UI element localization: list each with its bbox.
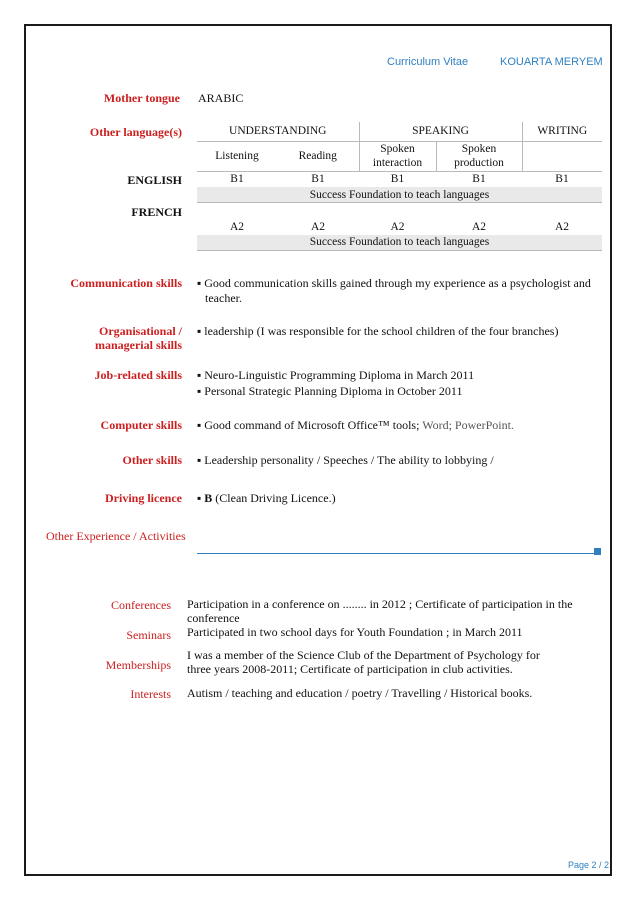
- computer-skills-description: Good command of Microsoft Office™ tools;: [204, 418, 423, 432]
- page-number: Page 2 / 2: [568, 860, 610, 870]
- memberships-label: Memberships: [105, 658, 171, 672]
- job-related-line-2: ▪ Personal Strategic Planning Diploma in October 2011: [197, 384, 462, 399]
- speaking-header: SPEAKING: [359, 122, 522, 141]
- writing-subheader: [522, 141, 602, 171]
- communication-skills-label: Communication skills: [70, 276, 182, 290]
- english-listening: B1: [197, 171, 277, 187]
- memberships-line-2: three years 2008-2011; Certificate of participation in club activities.: [187, 662, 513, 676]
- computer-skills-text: [197, 418, 514, 433]
- french-reading: A2: [310, 220, 326, 233]
- memberships-line-1: I was a member of the Science Club of the Department of Psychology for: [187, 648, 540, 662]
- french-listening: A2: [229, 220, 245, 233]
- french-language-label: FRENCH: [131, 205, 182, 219]
- writing-header: WRITING: [522, 122, 602, 141]
- interests-text: Autism / teaching and education / poetry / Travelling / Historical books.: [187, 686, 533, 700]
- doc-type: Curriculum Vitae: [387, 56, 469, 68]
- communication-skills-line-2: teacher.: [205, 291, 242, 305]
- managerial-label: managerial skills: [94, 338, 182, 352]
- conferences-line-2: conference: [187, 611, 240, 625]
- conferences-label: Conferences: [111, 598, 171, 612]
- organisational-skills-line: ▪ leadership (I was responsible for the school children of the four branches): [197, 324, 558, 339]
- other-skills-text: ▪ Leadership personality / Speeches / The ability to lobbying /: [197, 453, 494, 468]
- seminars-label: Seminars: [126, 628, 171, 642]
- driving-licence-description: (Clean Driving Licence.): [212, 491, 336, 505]
- spoken-production-subheader: Spoken production: [436, 141, 522, 171]
- other-skills-label: Other skills: [122, 453, 182, 467]
- communication-skills-line-1: ▪ Good communication skills gained through my experience as a psychologist and: [197, 276, 591, 291]
- job-related-line-1: ▪ Neuro-Linguistic Programming Diploma in March 2011: [197, 368, 474, 383]
- language-table: [197, 122, 602, 251]
- computer-skills-tools: Word; PowerPoint.: [422, 418, 514, 432]
- english-reading: B1: [277, 171, 359, 187]
- french-spoken-interaction: A2: [390, 220, 405, 233]
- section-divider-marker: [594, 548, 601, 555]
- seminars-text: Participated in two school days for Youth Foundation ; in March 2011: [187, 625, 523, 639]
- interests-label: Interests: [130, 687, 171, 701]
- french-certificate: Success Foundation to teach languages: [197, 235, 602, 251]
- english-certificate: Success Foundation to teach languages: [197, 187, 602, 203]
- mother-tongue-value: ARABIC: [198, 91, 244, 105]
- understanding-header: UNDERSTANDING: [229, 125, 327, 138]
- english-writing: B1: [522, 171, 602, 187]
- conferences-line-1: Participation in a conference on ........ in 2012 ; Certificate of participation in the: [187, 597, 573, 611]
- driving-licence-category: B: [204, 491, 213, 505]
- driving-licence-label: Driving licence: [105, 491, 182, 505]
- french-spoken-production: A2: [471, 220, 487, 233]
- other-experience-title: Other Experience / Activities: [46, 529, 186, 543]
- computer-skills-label: Computer skills: [100, 418, 182, 432]
- mother-tongue-label: Mother tongue: [103, 91, 180, 105]
- section-divider: [197, 553, 595, 554]
- english-language-label: ENGLISH: [127, 173, 182, 187]
- other-languages-label: Other language(s): [89, 125, 182, 139]
- english-spoken-production: B1: [436, 171, 522, 187]
- spoken-interaction-subheader: Spoken interaction: [359, 141, 436, 171]
- french-writing: A2: [554, 220, 570, 233]
- english-spoken-interaction: B1: [359, 171, 436, 187]
- candidate-name: KOUARTA MERYEM: [500, 56, 603, 68]
- job-related-label: Job-related skills: [94, 368, 182, 382]
- organisational-label: Organisational /: [98, 324, 182, 338]
- reading-subheader: Reading: [277, 141, 359, 171]
- driving-licence-text: [197, 491, 336, 506]
- listening-subheader: Listening: [197, 141, 277, 171]
